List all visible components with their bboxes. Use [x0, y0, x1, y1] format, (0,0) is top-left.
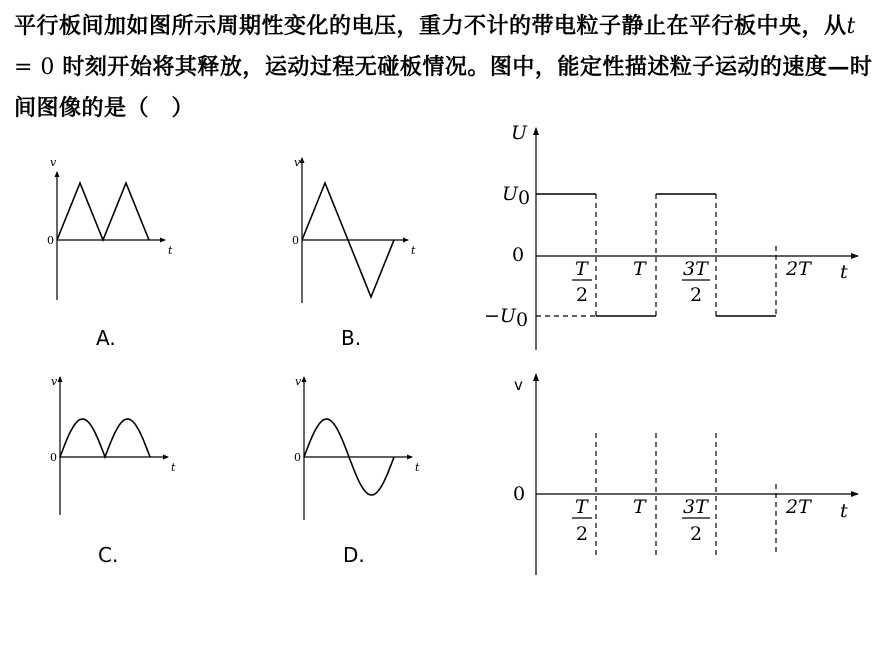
option-c-v-label: v: [51, 375, 58, 388]
voltage-u-label: U: [511, 122, 528, 144]
voltage-graph: [484, 122, 858, 350]
option-d-t-label: t: [415, 461, 420, 474]
option-c-origin: 0: [50, 451, 57, 464]
option-b-origin: 0: [292, 234, 299, 247]
voltage-tick-T: T: [633, 258, 646, 280]
velocity-tick-half-den: 2: [576, 523, 589, 545]
voltage-tick-half-den: 2: [576, 284, 589, 306]
option-d-label[interactable]: D.: [343, 543, 365, 567]
option-a-t-label: t: [168, 244, 173, 257]
option-c-curve: [60, 419, 150, 457]
voltage-t-label: t: [840, 261, 848, 283]
option-d-v-label: v: [295, 375, 302, 388]
option-b-label[interactable]: B.: [341, 326, 362, 350]
option-d-graph[interactable]: [294, 375, 420, 520]
velocity-tick-3half-num: 3T: [683, 496, 708, 518]
voltage-neg-level: −U0: [484, 305, 529, 331]
voltage-tick-3half-num: 3T: [683, 258, 708, 280]
option-a-label[interactable]: A.: [96, 326, 116, 350]
option-a-graph[interactable]: [47, 156, 173, 300]
option-b-t-label: t: [411, 244, 416, 257]
option-a-v-label: v: [50, 156, 57, 169]
velocity-origin: 0: [513, 483, 526, 505]
option-a-curve: [57, 183, 149, 240]
question-part2: 时刻开始将其释放，运动过程无碰板情况。图中，能定性描述粒子运动的速度—时间图像的是（ ）: [14, 54, 873, 121]
option-c-graph[interactable]: [50, 375, 176, 515]
velocity-graph: [513, 374, 858, 575]
velocity-tick-half-num: T: [575, 496, 588, 518]
question-part1: 平行板间加如图所示周期性变化的电压，重力不计的带电粒子静止在平行板中央，从: [14, 13, 847, 39]
velocity-t-label: t: [840, 500, 848, 522]
option-c-label[interactable]: C.: [98, 543, 119, 567]
velocity-v-label: v: [514, 376, 523, 394]
voltage-tick-3half-den: 2: [690, 284, 703, 306]
question-equals: = 0: [14, 55, 63, 80]
velocity-tick-3half-den: 2: [690, 523, 703, 545]
option-b-graph[interactable]: [292, 156, 416, 303]
option-b-v-label: v: [294, 156, 301, 169]
option-d-origin: 0: [294, 451, 301, 464]
voltage-tick-half-num: T: [575, 258, 588, 280]
voltage-origin: 0: [512, 244, 525, 266]
option-a-origin: 0: [47, 234, 54, 247]
option-c-t-label: t: [171, 461, 176, 474]
velocity-tick-2T: 2T: [786, 496, 811, 518]
voltage-pos-level: U0: [502, 183, 531, 209]
question-t-var: t: [846, 14, 856, 39]
voltage-tick-2T: 2T: [786, 258, 811, 280]
velocity-tick-T: T: [633, 496, 646, 518]
